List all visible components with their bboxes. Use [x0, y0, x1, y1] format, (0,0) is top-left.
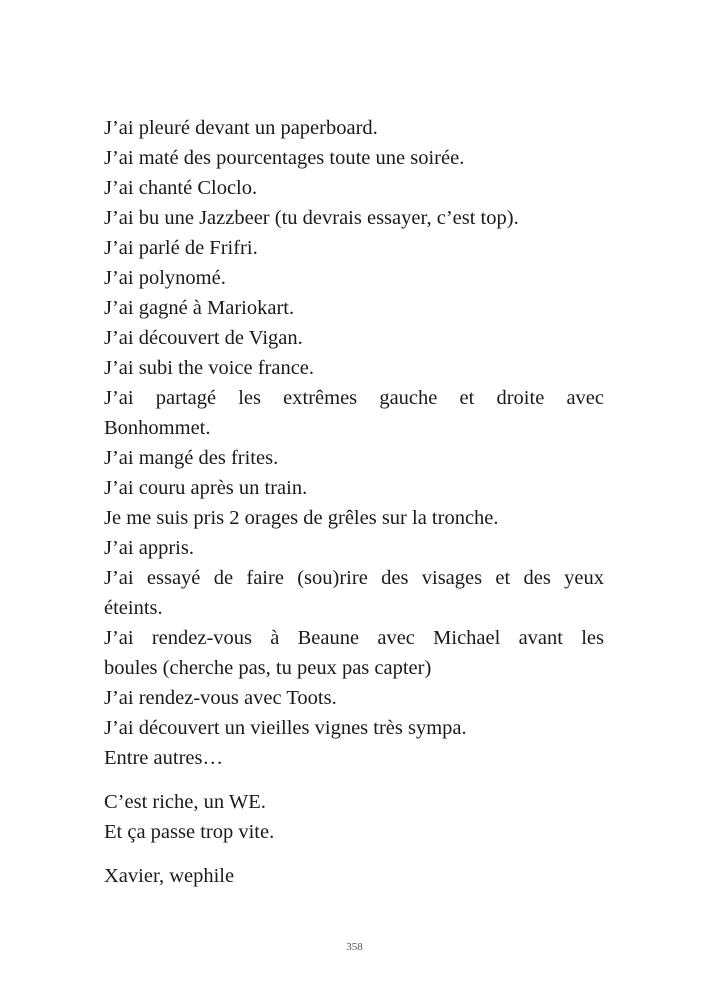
text-line: J’ai pleuré devant un paperboard.	[104, 117, 378, 139]
text-line: éteints.	[104, 597, 163, 619]
text-line: J’ai découvert un vieilles vignes très sympa.	[104, 717, 467, 739]
text-line: J’ai bu une Jazzbeer (tu devrais essayer, c’est top).	[104, 207, 519, 229]
text-line: Bonhommet.	[104, 417, 211, 439]
text-line: J’ai gagné à Mariokart.	[104, 297, 295, 319]
paragraph-gap	[104, 773, 604, 787]
signature-block	[104, 861, 604, 891]
text-line: J’ai parlé de Frifri.	[104, 237, 258, 259]
page-number: 358	[346, 941, 363, 953]
text-line: J’ai essayé de faire (sou)rire des visages et des yeux	[104, 567, 604, 589]
text-line: J’ai maté des pourcentages toute une soirée.	[104, 147, 465, 169]
page-content	[104, 113, 604, 891]
text-line: Je me suis pris 2 orages de grêles sur la tronche.	[104, 507, 499, 529]
text-line: J’ai chanté Cloclo.	[104, 177, 258, 199]
text-line: J’ai découvert de Vigan.	[104, 327, 303, 349]
text-line: J’ai subi the voice france.	[104, 357, 315, 379]
text-line: Entre autres…	[104, 747, 223, 769]
paragraph-gap	[104, 847, 604, 861]
closing-line: Et ça passe trop vite.	[104, 821, 275, 843]
signature: Xavier, wephile	[104, 865, 235, 887]
closing-line: C’est riche, un WE.	[104, 791, 266, 813]
text-line: J’ai rendez-vous à Beaune avec Michael avant les	[104, 627, 604, 649]
text-line: boules (cherche pas, tu peux pas capter)	[104, 657, 432, 679]
text-block-main	[104, 113, 604, 773]
text-line: J’ai partagé les extrêmes gauche et droite avec	[104, 387, 604, 409]
text-line: J’ai rendez-vous avec Toots.	[104, 687, 337, 709]
text-line: J’ai appris.	[104, 537, 194, 559]
text-line: J’ai polynomé.	[104, 267, 226, 289]
text-line: J’ai couru après un train.	[104, 477, 308, 499]
text-line: J’ai mangé des frites.	[104, 447, 279, 469]
text-block-closing	[104, 787, 604, 847]
